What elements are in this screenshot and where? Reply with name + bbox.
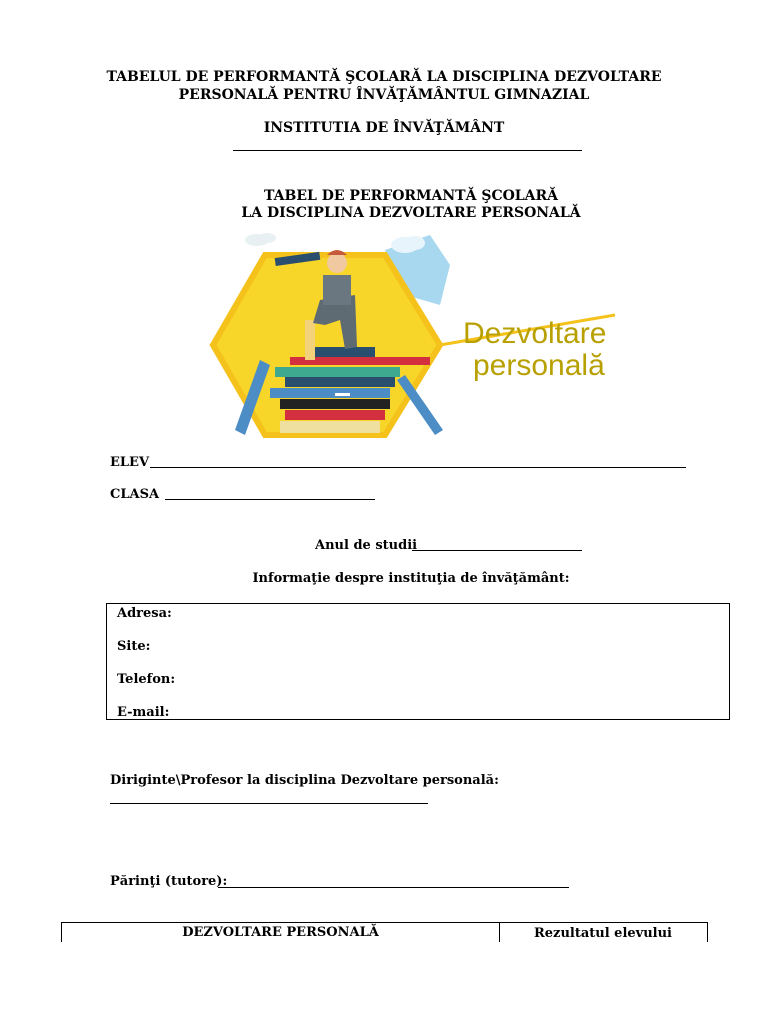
email-label: E-mail:: [117, 705, 170, 720]
diriginte-label: Diriginte\Profesor la disciplina Dezvoltare personală:: [110, 773, 499, 788]
logo-text-line1: Dezvoltare: [463, 317, 607, 350]
document-title-line1: TABELUL DE PERFORMANTĂ ŞCOLARĂ LA DISCIPLINA DEZVOLTARE: [106, 69, 662, 85]
results-table-header: [61, 922, 708, 942]
elev-label: ELEV: [110, 455, 150, 470]
anul-studii-label: Anul de studii: [315, 538, 418, 553]
table-col-rezultat: Rezultatul elevului: [533, 926, 672, 941]
anul-studii-input-line[interactable]: [412, 550, 582, 551]
logo-text-line2: personală: [473, 349, 605, 382]
table-col-dezvoltare: DEZVOLTARE PERSONALĂ: [182, 925, 379, 940]
subtitle-line2: LA DISCIPLINA DEZVOLTARE PERSONALĂ: [241, 205, 581, 221]
dezvoltare-personala-logo: [205, 225, 625, 450]
diriginte-input-line[interactable]: [110, 803, 428, 804]
elev-input-line[interactable]: [150, 467, 686, 468]
parinti-input-line[interactable]: [218, 887, 569, 888]
adresa-label: Adresa:: [117, 606, 172, 621]
parinti-label: Părinţi (tutore):: [110, 874, 228, 889]
institution-label: INSTITUTIA DE ÎNVĂŢĂMÂNT: [263, 120, 505, 136]
telefon-label: Telefon:: [117, 672, 176, 687]
info-heading: Informaţie despre instituţia de învăţământ:: [252, 571, 570, 586]
document-title-line2: PERSONALĂ PENTRU ÎNVĂŢĂMÂNTUL GIMNAZIAL: [178, 87, 590, 103]
clasa-input-line[interactable]: [165, 499, 375, 500]
site-label: Site:: [117, 639, 151, 654]
cloud-left-icon: [245, 233, 276, 246]
clasa-label: CLASA: [110, 487, 160, 502]
institution-underline: [233, 150, 582, 151]
institution-info-box: [106, 603, 730, 720]
subtitle-line1: TABEL DE PERFORMANTĂ ŞCOLARĂ: [264, 188, 558, 204]
